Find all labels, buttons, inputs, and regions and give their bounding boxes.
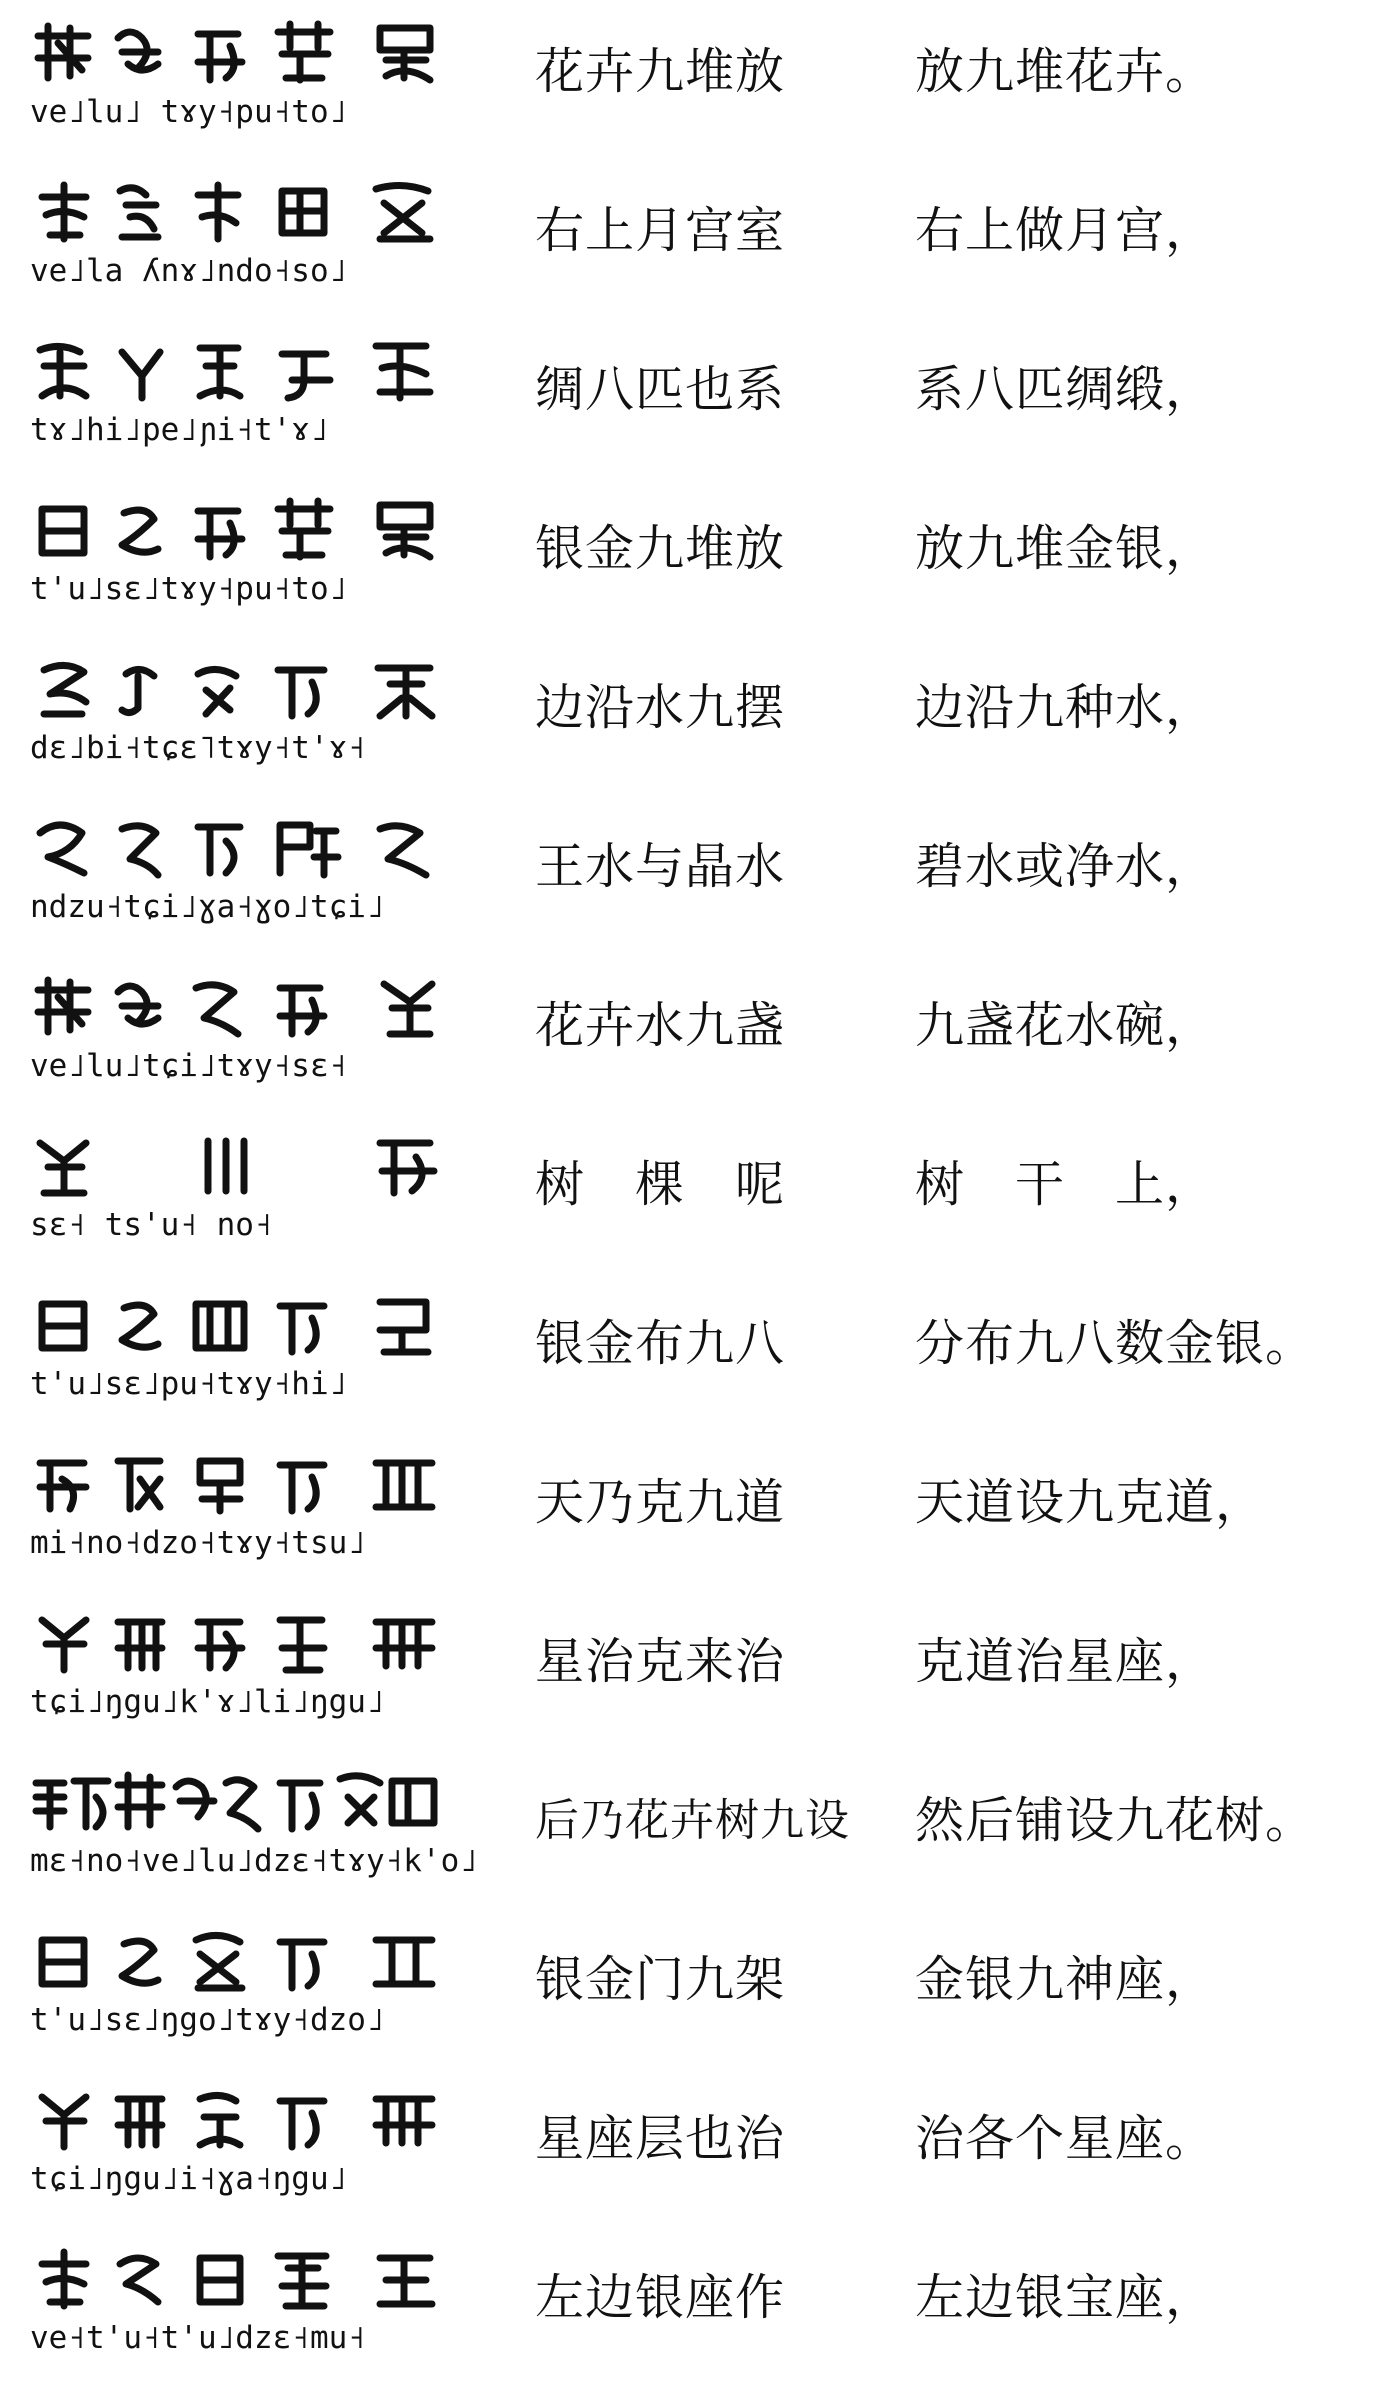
- yi-script-block: [30, 1926, 450, 2046]
- yi-glyph-line: [30, 1290, 450, 1360]
- verse-row-15: [0, 2226, 1379, 2384]
- verse-row-8: [0, 1113, 1379, 1271]
- free-translation: 金银九神座，: [915, 1951, 1216, 2008]
- yi-glyphs-image: [30, 2085, 450, 2155]
- phonetic-transcription: mɛ˧no˧ve˩lu˩dzɛ˧tɤy˧k'o˩: [30, 1843, 478, 1879]
- verse-row-7: [0, 954, 1379, 1112]
- free-translation: 放九堆花卉。: [915, 43, 1216, 100]
- phonetic-transcription: ve˩lu˩ tɤy˧pu˧to˩: [30, 94, 348, 130]
- yi-glyph-line: [30, 495, 450, 565]
- literal-gloss: 后乃花卉树九设: [535, 1795, 850, 1846]
- phonetic-transcription: mi˧no˧dzo˧tɤy˧tsu˩: [30, 1525, 366, 1561]
- phonetic-transcription: t'u˩sɛ˩tɤy˧pu˧to˩: [30, 571, 348, 607]
- yi-glyphs-image: [30, 1926, 450, 1996]
- free-translation: 边沿九种水，: [915, 679, 1216, 736]
- free-translation: 九盏花水碗，: [915, 997, 1216, 1054]
- yi-glyphs-image: [30, 1608, 450, 1678]
- literal-gloss: 花卉九堆放: [535, 43, 786, 100]
- phonetic-transcription: t'u˩sɛ˩ŋgo˩tɤy˧dzo˩: [30, 2002, 385, 2038]
- yi-script-block: [30, 1290, 450, 1410]
- verse-row-4: [0, 477, 1379, 635]
- yi-glyph-line: [30, 177, 450, 247]
- literal-gloss: 树 棵 呢: [535, 1156, 786, 1213]
- free-translation: 天道设九克道，: [915, 1474, 1266, 1531]
- yi-glyph-line: [30, 2244, 450, 2314]
- yi-script-block: [30, 2244, 450, 2364]
- yi-script-block: [30, 972, 450, 1092]
- yi-glyphs-image: [30, 1449, 450, 1519]
- yi-glyph-line: [30, 654, 450, 724]
- yi-glyph-line: [30, 1608, 450, 1678]
- yi-glyphs-image: [30, 18, 450, 88]
- yi-script-block: [30, 177, 450, 297]
- free-translation: 治各个星座。: [915, 2110, 1216, 2167]
- yi-glyphs-image: [30, 654, 450, 724]
- yi-glyphs-image: [30, 1131, 450, 1201]
- yi-script-block: [30, 2085, 450, 2205]
- yi-glyphs-image: [30, 2244, 450, 2314]
- yi-glyphs-image: [30, 1767, 450, 1837]
- verse-row-9: [0, 1272, 1379, 1430]
- yi-glyph-line: [30, 2085, 450, 2155]
- verse-row-2: [0, 159, 1379, 317]
- yi-glyph-line: [30, 336, 450, 406]
- free-translation: 右上做月宫，: [915, 202, 1216, 259]
- literal-gloss: 绸八匹也系: [535, 361, 786, 418]
- yi-glyph-line: [30, 1767, 450, 1837]
- yi-script-block: [30, 18, 450, 138]
- yi-glyph-line: [30, 1131, 450, 1201]
- free-translation: 然后铺设九花树。: [915, 1792, 1316, 1849]
- free-translation: 分布九八数金银。: [915, 1315, 1316, 1372]
- verse-row-14: [0, 2067, 1379, 2225]
- phonetic-transcription: ndzu˧tɕi˩ɣa˧ɣo˩tɕi˩: [30, 889, 385, 925]
- free-translation: 树 干 上，: [915, 1156, 1216, 1213]
- verse-row-5: [0, 636, 1379, 794]
- literal-gloss: 王水与晶水: [535, 838, 786, 895]
- phonetic-transcription: tɕi˩ŋgu˩k'ɤ˩li˩ŋgu˩: [30, 1684, 385, 1720]
- literal-gloss: 左边银座作: [535, 2269, 786, 2326]
- yi-glyph-line: [30, 1449, 450, 1519]
- verse-row-12: [0, 1749, 1379, 1907]
- phonetic-transcription: ve˧t'u˧t'u˩dzɛ˧mu˧: [30, 2320, 366, 2356]
- phonetic-transcription: ve˩la ʎnɤ˩ndo˧so˩: [30, 253, 348, 289]
- yi-glyphs-image: [30, 972, 450, 1042]
- free-translation: 克道治星座，: [915, 1633, 1216, 1690]
- yi-script-block: [30, 654, 450, 774]
- yi-script-block: [30, 495, 450, 615]
- free-translation: 碧水或净水，: [915, 838, 1216, 895]
- literal-gloss: 花卉水九盏: [535, 997, 786, 1054]
- yi-script-block: [30, 813, 450, 933]
- verse-row-10: [0, 1431, 1379, 1589]
- verse-row-3: [0, 318, 1379, 476]
- yi-glyph-line: [30, 813, 450, 883]
- verse-row-11: [0, 1590, 1379, 1748]
- yi-script-block: [30, 1608, 450, 1728]
- literal-gloss: 星治克来治: [535, 1633, 786, 1690]
- yi-glyphs-image: [30, 177, 450, 247]
- free-translation: 左边银宝座，: [915, 2269, 1216, 2326]
- literal-gloss: 银金布九八: [535, 1315, 786, 1372]
- yi-glyph-line: [30, 972, 450, 1042]
- literal-gloss: 右上月宫室: [535, 202, 786, 259]
- verse-row-6: [0, 795, 1379, 953]
- phonetic-transcription: sɛ˧ ts'u˧ no˧: [30, 1207, 273, 1243]
- yi-glyph-line: [30, 1926, 450, 1996]
- free-translation: 放九堆金银，: [915, 520, 1216, 577]
- verse-row-13: [0, 1908, 1379, 2066]
- yi-glyphs-image: [30, 336, 450, 406]
- literal-gloss: 边沿水九摆: [535, 679, 786, 736]
- yi-glyphs-image: [30, 495, 450, 565]
- yi-glyphs-image: [30, 813, 450, 883]
- literal-gloss: 星座层也治: [535, 2110, 786, 2167]
- phonetic-transcription: tɤ˩hi˩pe˩ɲi˧t'ɤ˩: [30, 412, 329, 448]
- yi-script-block: [30, 336, 450, 456]
- yi-glyph-line: [30, 18, 450, 88]
- literal-gloss: 银金九堆放: [535, 520, 786, 577]
- phonetic-transcription: tɕi˩ŋgu˩i˧ɣa˧ŋgu˩: [30, 2161, 348, 2197]
- phonetic-transcription: dɛ˩bi˧tɕɛ˥tɤy˧t'ɤ˧: [30, 730, 366, 766]
- free-translation: 系八匹绸缎，: [915, 361, 1216, 418]
- verse-row-1: [0, 0, 1379, 158]
- phonetic-transcription: ve˩lu˩tɕi˩tɤy˧sɛ˧: [30, 1048, 348, 1084]
- yi-script-block: [30, 1767, 478, 1887]
- yi-glyphs-image: [30, 1290, 450, 1360]
- yi-script-block: [30, 1449, 450, 1569]
- phonetic-transcription: t'u˩sɛ˩pu˧tɤy˧hi˩: [30, 1366, 348, 1402]
- literal-gloss: 天乃克九道: [535, 1474, 786, 1531]
- yi-script-block: [30, 1131, 450, 1251]
- literal-gloss: 银金门九架: [535, 1951, 786, 2008]
